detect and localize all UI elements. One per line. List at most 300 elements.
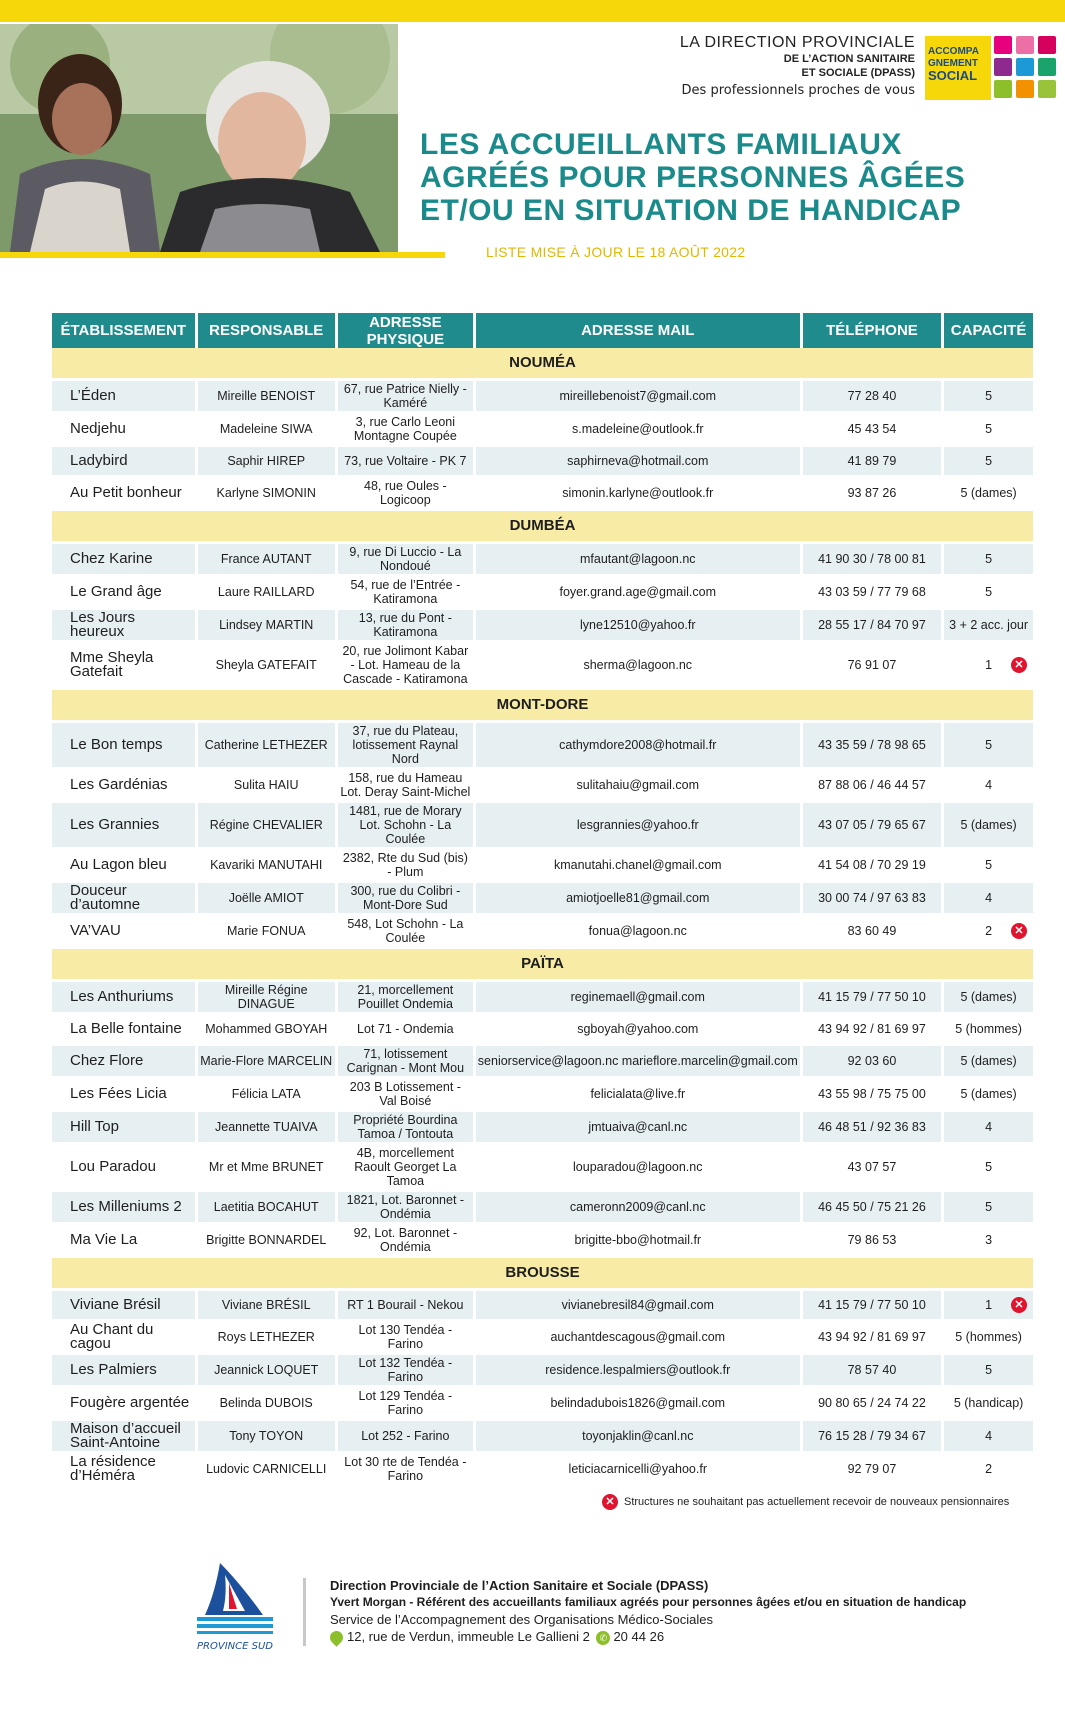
cell-telephone-text: 41 90 30 / 78 00 81 — [818, 552, 926, 566]
update-date: LISTE MISE À JOUR LE 18 AOÛT 2022 — [486, 244, 746, 260]
cell-mail[interactable] — [476, 1112, 803, 1145]
cell-mail-text[interactable]: leticiacarnicelli@yahoo.fr — [568, 1462, 707, 1476]
cell-capacite-text: 3 + 2 acc. jour — [949, 618, 1029, 632]
table-row — [52, 1015, 1033, 1046]
cell-capacite-text: 3 — [985, 1233, 993, 1247]
cell-responsable — [198, 850, 338, 883]
footer-address: 12, rue de Verdun, immeuble Le Gallieni 2 — [347, 1629, 590, 1644]
table-row — [52, 916, 1033, 949]
cell-adresse-text: Propriété Bourdina Tamoa / Tontouta — [353, 1113, 458, 1141]
cell-mail-text[interactable]: seniorservice@lagoon.nc marieflore.marcelin@gmail.com — [477, 1054, 798, 1068]
cell-responsable-text: France AUTANT — [220, 552, 312, 566]
cell-etablissement-text: Lou Paradou — [70, 1158, 156, 1175]
cell-etablissement — [52, 982, 198, 1015]
cell-etablissement-text: Les Palmiers — [70, 1361, 157, 1378]
cell-telephone — [803, 1145, 944, 1192]
table-row — [52, 1291, 1033, 1322]
cell-adresse-text: 1821, Lot. Baronnet - Ondémia — [346, 1193, 465, 1221]
cell-mail-text[interactable]: s.madeleine@outlook.fr — [572, 422, 704, 436]
cell-etablissement — [52, 916, 198, 949]
cell-responsable-text: Mireille BENOIST — [217, 389, 316, 403]
closed-marker-icon: ✕ — [602, 1494, 618, 1510]
cell-adresse-text: 13, rue du Pont - Katiramona — [358, 611, 452, 639]
cell-mail-text[interactable]: sulitahaiu@gmail.com — [576, 778, 699, 792]
cell-adresse-text: Lot 252 - Farino — [361, 1429, 450, 1443]
cell-responsable-text: Mohammed GBOYAH — [205, 1022, 328, 1036]
cell-telephone-text: 43 35 59 / 78 98 65 — [818, 738, 926, 752]
cell-responsable-text: Roys LETHEZER — [217, 1330, 315, 1344]
cell-etablissement-text: Chez Flore — [70, 1052, 144, 1069]
cell-adresse-text: Lot 30 rte de Tendéa - Farino — [344, 1455, 467, 1483]
cell-telephone — [803, 883, 944, 916]
cell-etablissement-text: Hill Top — [70, 1118, 119, 1135]
section-title: MONT-DORE — [52, 690, 1033, 723]
cell-responsable — [198, 723, 338, 770]
cell-adresse-text: 67, rue Patrice Nielly - Kaméré — [343, 382, 467, 410]
cell-adresse-text: 54, rue de l’Entrée - Katiramona — [350, 578, 461, 606]
table-row — [52, 1454, 1033, 1487]
cell-capacite — [944, 850, 1033, 883]
col-header-etablissement: ÉTABLISSEMENT — [52, 313, 198, 348]
cell-adresse-text: Lot 130 Tendéa - Farino — [358, 1323, 453, 1351]
cell-adresse — [338, 850, 476, 883]
table-row — [52, 610, 1033, 643]
cell-mail[interactable] — [476, 803, 803, 850]
footer-org: Direction Provinciale de l’Action Sanitaire et Sociale (DPASS) — [330, 1578, 709, 1593]
cell-capacite-text: 2 — [985, 1462, 993, 1476]
cell-etablissement-text: L’Éden — [70, 387, 116, 404]
table-row — [52, 381, 1033, 414]
cell-telephone — [803, 1454, 944, 1487]
cell-mail-text[interactable]: louparadou@lagoon.nc — [573, 1160, 703, 1174]
cell-mail[interactable] — [476, 1291, 803, 1322]
cell-capacite — [944, 447, 1033, 478]
cell-responsable — [198, 1322, 338, 1355]
cell-mail[interactable] — [476, 610, 803, 643]
cell-mail-text[interactable]: cathymdore2008@hotmail.fr — [559, 738, 717, 752]
cell-telephone — [803, 1355, 944, 1388]
cell-etablissement — [52, 1225, 198, 1258]
cell-etablissement — [52, 803, 198, 850]
footer-referent: Yvert Morgan - Référent des accueillants familiaux agréés pour personnes âgées et/ou en situation de handicap — [330, 1595, 967, 1609]
cell-capacite-text: 5 — [985, 858, 993, 872]
cell-telephone — [803, 1046, 944, 1079]
cell-mail-text[interactable]: saphirneva@hotmail.com — [567, 454, 709, 468]
cell-etablissement-text: Au Chant du cagou — [70, 1321, 154, 1352]
cell-capacite-text: 5 — [985, 738, 993, 752]
cell-capacite — [944, 610, 1033, 643]
cell-telephone — [803, 610, 944, 643]
section-title: PAÏTA — [52, 949, 1033, 982]
cell-mail-text[interactable]: kmanutahi.chanel@gmail.com — [553, 858, 722, 872]
cell-adresse — [338, 982, 476, 1015]
cell-etablissement — [52, 447, 198, 478]
cell-mail[interactable] — [476, 1192, 803, 1225]
cell-responsable — [198, 478, 338, 511]
cell-telephone-text: 43 55 98 / 75 75 00 — [818, 1087, 926, 1101]
cell-mail[interactable] — [476, 1225, 803, 1258]
cell-capacite-text: 5 — [985, 1363, 993, 1377]
col-header-responsable: RESPONSABLE — [198, 313, 338, 348]
cell-responsable — [198, 1192, 338, 1225]
cell-responsable — [198, 1291, 338, 1322]
cell-etablissement — [52, 883, 198, 916]
cell-adresse-text: 20, rue Jolimont Kabar - Lot. Hameau de la Cascade - Katiramona — [342, 644, 469, 686]
cell-telephone-text: 87 88 06 / 46 44 57 — [818, 778, 926, 792]
cell-mail-text[interactable]: simonin.karlyne@outlook.fr — [562, 486, 714, 500]
cell-telephone — [803, 544, 944, 577]
cell-adresse — [338, 610, 476, 643]
svg-text:PROVINCE SUD: PROVINCE SUD — [197, 1641, 273, 1652]
cell-telephone-text: 90 80 65 / 24 74 22 — [818, 1396, 926, 1410]
cell-telephone-text: 43 94 92 / 81 69 97 — [818, 1022, 926, 1036]
table-row — [52, 1079, 1033, 1112]
cell-adresse-text: 2382, Rte du Sud (bis) - Plum — [342, 851, 468, 879]
cell-telephone-text: 76 91 07 — [847, 658, 897, 672]
cell-etablissement — [52, 1112, 198, 1145]
cell-etablissement — [52, 1322, 198, 1355]
cell-responsable-text: Brigitte BONNARDEL — [206, 1233, 327, 1247]
table-row — [52, 1225, 1033, 1258]
cell-responsable — [198, 770, 338, 803]
cell-telephone-text: 30 00 74 / 97 63 83 — [818, 891, 926, 905]
cell-mail-text[interactable]: sherma@lagoon.nc — [583, 658, 693, 672]
cell-adresse — [338, 414, 476, 447]
cell-responsable — [198, 447, 338, 478]
footer-contact — [330, 1577, 966, 1645]
table-row — [52, 1388, 1033, 1421]
cell-capacite — [944, 1355, 1033, 1388]
cell-telephone-text: 28 55 17 / 84 70 97 — [818, 618, 926, 632]
cell-telephone-text: 78 57 40 — [847, 1363, 897, 1377]
color-squares-icon — [994, 36, 1065, 102]
cell-mail[interactable] — [476, 544, 803, 577]
cell-mail-text[interactable]: toyonjaklin@canl.nc — [582, 1429, 694, 1443]
header-photo — [0, 24, 398, 252]
cell-adresse — [338, 723, 476, 770]
cell-mail-text[interactable]: sgboyah@yahoo.com — [577, 1022, 699, 1036]
table-row — [52, 544, 1033, 577]
cell-responsable — [198, 1079, 338, 1112]
cell-etablissement-text: Ladybird — [70, 452, 128, 469]
cell-telephone-text: 41 89 79 — [847, 454, 897, 468]
cell-telephone — [803, 982, 944, 1015]
col-header-telephone: TÉLÉPHONE — [803, 313, 944, 348]
cell-mail[interactable] — [476, 1421, 803, 1454]
cell-responsable-text: Laure RAILLARD — [217, 585, 315, 599]
cell-mail-text[interactable]: reginemaell@gmail.com — [570, 990, 705, 1004]
cell-telephone-text: 41 54 08 / 70 29 19 — [818, 858, 926, 872]
cell-mail-text[interactable]: lyne12510@yahoo.fr — [580, 618, 696, 632]
cell-responsable-text: Marie FONUA — [226, 924, 306, 938]
cell-adresse-text: 21, morcellement Pouillet Ondemia — [357, 983, 454, 1011]
cell-adresse — [338, 1355, 476, 1388]
org-tagline: Des professionnels proches de vous — [681, 83, 915, 98]
cell-capacite — [944, 1192, 1033, 1225]
cell-telephone-text: 45 43 54 — [847, 422, 897, 436]
cell-telephone — [803, 1291, 944, 1322]
footer-divider — [303, 1578, 306, 1646]
cell-etablissement-text: Le Grand âge — [70, 583, 162, 600]
cell-responsable — [198, 1454, 338, 1487]
cell-responsable-text: Sulita HAIU — [233, 778, 299, 792]
cell-mail[interactable] — [476, 1015, 803, 1046]
cell-responsable-text: Catherine LETHEZER — [204, 738, 328, 752]
cell-mail-text[interactable]: amiotjoelle81@gmail.com — [566, 891, 710, 905]
cell-mail[interactable] — [476, 1145, 803, 1192]
cell-telephone — [803, 803, 944, 850]
cell-responsable — [198, 577, 338, 610]
cell-mail[interactable] — [476, 883, 803, 916]
cell-mail[interactable] — [476, 850, 803, 883]
cell-adresse-text: 3, rue Carlo Leoni Montagne Coupée — [353, 415, 457, 443]
cell-etablissement-text: Au Petit bonheur — [70, 484, 182, 501]
cell-adresse — [338, 916, 476, 949]
cell-capacite — [944, 1015, 1033, 1046]
cell-etablissement-text: Le Bon temps — [70, 736, 163, 753]
table-row — [52, 643, 1033, 690]
cell-mail[interactable] — [476, 447, 803, 478]
cell-capacite — [944, 1388, 1033, 1421]
cell-responsable — [198, 883, 338, 916]
table-row — [52, 1145, 1033, 1192]
table-row — [52, 770, 1033, 803]
cell-capacite — [944, 723, 1033, 770]
cell-etablissement-text: Les Gardénias — [70, 776, 168, 793]
cell-responsable-text: Félicia LATA — [231, 1087, 301, 1101]
cell-telephone — [803, 1079, 944, 1112]
cell-responsable-text: Tony TOYON — [229, 1429, 304, 1443]
cell-responsable-text: Joëlle AMIOT — [228, 891, 304, 905]
org-line2: ET SOCIALE (DPASS) — [801, 67, 915, 79]
cell-adresse-text: RT 1 Bourail - Nekou — [347, 1298, 464, 1312]
cell-responsable-text: Karlyne SIMONIN — [216, 486, 316, 500]
cell-telephone-text: 43 03 59 / 77 79 68 — [818, 585, 926, 599]
cell-mail[interactable] — [476, 1454, 803, 1487]
cell-responsable — [198, 643, 338, 690]
cell-responsable-text: Jeannette TUAIVA — [215, 1120, 318, 1134]
cell-etablissement-text: Les Grannies — [70, 816, 160, 833]
table-row — [52, 1421, 1033, 1454]
cell-adresse-text: 4B, morcellement Raoult Georget La Tamoa — [354, 1146, 457, 1188]
cell-capacite-text: 1 — [985, 1298, 993, 1312]
org-line1: DE L’ACTION SANITAIRE — [783, 53, 915, 65]
cell-mail[interactable] — [476, 478, 803, 511]
cell-etablissement-text: Chez Karine — [70, 550, 153, 567]
cell-capacite — [944, 414, 1033, 447]
cell-responsable — [198, 1225, 338, 1258]
cell-etablissement-text: Au Lagon bleu — [70, 856, 167, 873]
cell-telephone-text: 83 60 49 — [847, 924, 897, 938]
cell-capacite — [944, 577, 1033, 610]
cell-mail-text[interactable]: auchantdescagous@gmail.com — [550, 1330, 726, 1344]
closed-marker-icon: ✕ — [1011, 923, 1027, 939]
cell-telephone-text: 41 15 79 / 77 50 10 — [818, 1298, 926, 1312]
cell-adresse — [338, 1225, 476, 1258]
cell-responsable-text: Mireille Régine DINAGUE — [224, 983, 308, 1011]
section-title: BROUSSE — [52, 1258, 1033, 1291]
cell-adresse-text: Lot 129 Tendéa - Farino — [358, 1389, 453, 1417]
cell-telephone-text: 43 07 57 — [847, 1160, 897, 1174]
cell-etablissement — [52, 770, 198, 803]
cell-etablissement — [52, 381, 198, 414]
cell-responsable-text: Madeleine SIWA — [219, 422, 313, 436]
cell-adresse — [338, 1322, 476, 1355]
cell-responsable-text: Ludovic CARNICELLI — [206, 1462, 327, 1476]
cell-mail[interactable] — [476, 916, 803, 949]
cell-mail-text[interactable]: felicialata@live.fr — [590, 1087, 686, 1101]
cell-adresse — [338, 447, 476, 478]
cell-mail-text[interactable]: residence.lespalmiers@outlook.fr — [545, 1363, 731, 1377]
cell-capacite — [944, 1322, 1033, 1355]
cell-mail[interactable] — [476, 1322, 803, 1355]
cell-responsable — [198, 1388, 338, 1421]
footer-address-line — [330, 1628, 966, 1645]
cell-telephone — [803, 723, 944, 770]
cell-capacite-text: 5 — [985, 552, 993, 566]
cell-capacite — [944, 803, 1033, 850]
cell-capacite-text: 5 (dames) — [960, 1054, 1017, 1068]
cell-adresse — [338, 770, 476, 803]
cell-capacite — [944, 1421, 1033, 1454]
cell-etablissement — [52, 723, 198, 770]
cell-etablissement-text: La Belle fontaine — [70, 1020, 182, 1037]
cell-etablissement-text: La résidence d’Héméra — [70, 1453, 156, 1484]
cell-responsable-text: Mr et Mme BRUNET — [208, 1160, 324, 1174]
province-sud-logo — [185, 1553, 285, 1653]
cell-telephone-text: 93 87 26 — [847, 486, 897, 500]
cell-etablissement — [52, 850, 198, 883]
cell-telephone-text: 92 79 07 — [847, 1462, 897, 1476]
cell-capacite — [944, 982, 1033, 1015]
cell-telephone-text: 46 45 50 / 75 21 26 — [818, 1200, 926, 1214]
cell-capacite-text: 1 — [985, 658, 993, 672]
cell-capacite-text: 5 — [985, 585, 993, 599]
cell-adresse-text: 37, rue du Plateau, lotissement Raynal Nord — [352, 724, 459, 766]
cell-responsable-text: Lindsey MARTIN — [219, 618, 314, 632]
closed-marker-icon: ✕ — [1011, 657, 1027, 673]
cell-mail[interactable] — [476, 770, 803, 803]
accompagnement-logo-text: ACCOMPA GNEMENT SOCIAL — [928, 46, 979, 83]
cell-telephone — [803, 1322, 944, 1355]
table-row — [52, 883, 1033, 916]
table-row — [52, 577, 1033, 610]
cell-mail-text[interactable]: foyer.grand.age@gmail.com — [559, 585, 717, 599]
top-yellow-bar — [0, 0, 1065, 22]
cell-mail-text[interactable]: cameronn2009@canl.nc — [569, 1200, 706, 1214]
section-header — [52, 511, 1033, 544]
cell-mail-text[interactable]: belindadubois1826@gmail.com — [550, 1396, 726, 1410]
cell-responsable — [198, 982, 338, 1015]
cell-capacite — [944, 544, 1033, 577]
cell-mail[interactable] — [476, 1046, 803, 1079]
cell-capacite — [944, 643, 1033, 690]
table-row — [52, 982, 1033, 1015]
cell-etablissement — [52, 414, 198, 447]
cell-responsable — [198, 414, 338, 447]
table-row — [52, 414, 1033, 447]
cell-telephone — [803, 577, 944, 610]
cell-mail[interactable] — [476, 643, 803, 690]
page-title: LES ACCUEILLANTS FAMILIAUX AGRÉÉS POUR PERSONNES ÂGÉES ET/OU EN SITUATION DE HANDICAP — [420, 128, 966, 227]
cell-mail[interactable] — [476, 414, 803, 447]
cell-adresse-text: 1481, rue de Morary Lot. Schohn - La Coulée — [349, 804, 462, 846]
table-row — [52, 850, 1033, 883]
cell-capacite-text: 5 (dames) — [960, 1087, 1017, 1101]
cell-etablissement — [52, 1291, 198, 1322]
cell-telephone-text: 43 94 92 / 81 69 97 — [818, 1330, 926, 1344]
cell-etablissement-text: Les Milleniums 2 — [70, 1198, 182, 1215]
cell-adresse-text: 73, rue Voltaire - PK 7 — [344, 454, 467, 468]
cell-mail[interactable] — [476, 982, 803, 1015]
cell-responsable-text: Belinda DUBOIS — [219, 1396, 313, 1410]
cell-mail-text[interactable]: vivianebresil84@gmail.com — [561, 1298, 714, 1312]
col-header-mail: ADRESSE MAIL — [476, 313, 803, 348]
cell-mail-text[interactable]: lesgrannies@yahoo.fr — [576, 818, 699, 832]
cell-adresse — [338, 1192, 476, 1225]
cell-adresse — [338, 1046, 476, 1079]
cell-etablissement-text: Les Anthuriums — [70, 988, 174, 1005]
cell-mail[interactable] — [476, 577, 803, 610]
accueillants-table — [52, 313, 1033, 1487]
cell-capacite-text: 5 — [985, 389, 993, 403]
cell-etablissement — [52, 577, 198, 610]
section-title: NOUMÉA — [52, 348, 1033, 381]
cell-capacite — [944, 1046, 1033, 1079]
cell-capacite-text: 4 — [985, 1429, 993, 1443]
location-pin-icon — [327, 1628, 345, 1646]
cell-responsable — [198, 1355, 338, 1388]
cell-mail[interactable] — [476, 381, 803, 414]
footer-service: Service de l’Accompagnement des Organisations Médico-Sociales — [330, 1612, 713, 1627]
cell-mail-text[interactable]: fonua@lagoon.nc — [588, 924, 687, 938]
cell-mail-text[interactable]: brigitte-bbo@hotmail.fr — [574, 1233, 702, 1247]
cell-capacite — [944, 1079, 1033, 1112]
cell-telephone — [803, 916, 944, 949]
cell-adresse — [338, 544, 476, 577]
cell-mail-text[interactable]: mireillebenoist7@gmail.com — [559, 389, 717, 403]
section-title: DUMBÉA — [52, 511, 1033, 544]
cell-adresse — [338, 1145, 476, 1192]
cell-adresse-text: 92, Lot. Baronnet - Ondémia — [353, 1226, 458, 1254]
table-row — [52, 723, 1033, 770]
cell-responsable-text: Viviane BRÉSIL — [221, 1298, 311, 1312]
cell-mail[interactable] — [476, 1388, 803, 1421]
cell-responsable — [198, 803, 338, 850]
cell-etablissement-text: Nedjehu — [70, 420, 126, 437]
cell-mail[interactable] — [476, 723, 803, 770]
cell-mail-text[interactable]: mfautant@lagoon.nc — [580, 552, 696, 566]
cell-capacite-text: 5 — [985, 454, 993, 468]
cell-mail-text[interactable]: jmtuaiva@canl.nc — [588, 1120, 688, 1134]
cell-capacite — [944, 883, 1033, 916]
cell-capacite-text: 5 (dames) — [960, 486, 1017, 500]
cell-etablissement — [52, 1145, 198, 1192]
cell-capacite-text: 5 — [985, 1200, 993, 1214]
cell-capacite-text: 4 — [985, 891, 993, 905]
cell-etablissement-text: Douceur d’automne — [70, 882, 141, 913]
cell-etablissement — [52, 1079, 198, 1112]
cell-adresse — [338, 1291, 476, 1322]
cell-mail[interactable] — [476, 1355, 803, 1388]
cell-responsable — [198, 1015, 338, 1046]
cell-adresse — [338, 381, 476, 414]
cell-adresse — [338, 577, 476, 610]
org-header — [555, 34, 915, 98]
cell-mail[interactable] — [476, 1079, 803, 1112]
cell-adresse-text: 203 B Lotissement - Val Boisé — [349, 1080, 461, 1108]
cell-telephone-text: 77 28 40 — [847, 389, 897, 403]
